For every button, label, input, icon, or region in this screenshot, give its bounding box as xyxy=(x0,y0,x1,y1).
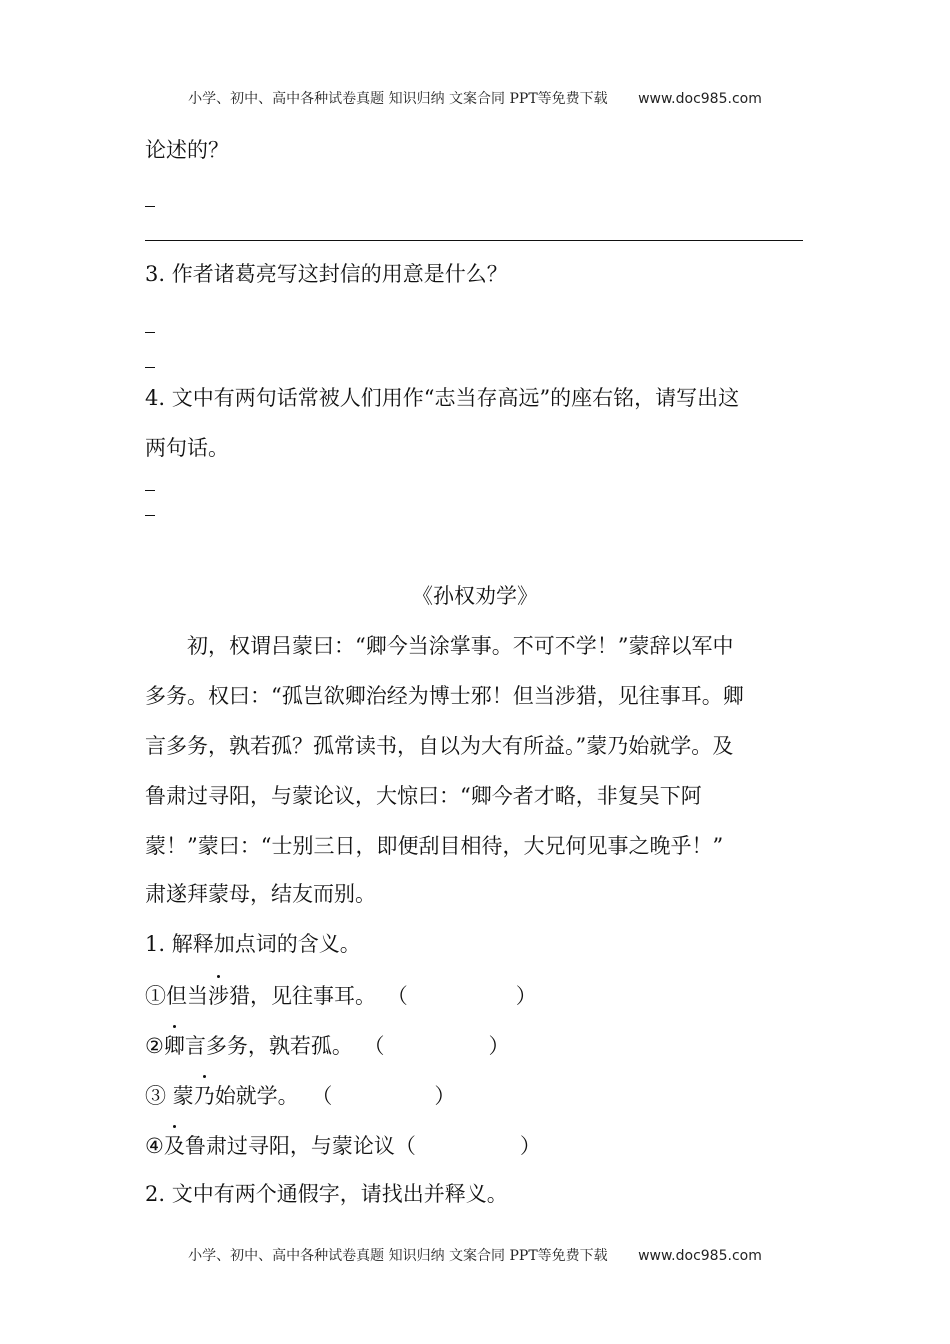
footer-text: 小学、初中、高中各种试卷真题 知识归纳 文案合同 PPT等免费下载 xyxy=(188,1248,608,1264)
page-footer xyxy=(0,1245,950,1265)
question-3: 3. 作者诸葛亮写这封信的用意是什么？ xyxy=(145,262,508,286)
answer-blank xyxy=(145,206,155,207)
item-text: 猎，见往事耳。 xyxy=(229,984,376,1008)
close-paren: ） xyxy=(515,984,537,1008)
answer-blank xyxy=(145,367,155,368)
passage-line: 多务。权曰：“孤岂欲卿治经为博士邪！但当涉猎，见往事耳。卿 xyxy=(145,684,744,708)
passage-line: 肃遂拜蒙母，结友而别。 xyxy=(145,882,376,906)
item-text: ② xyxy=(145,1034,164,1058)
answer-blank xyxy=(145,515,155,516)
close-paren: ） xyxy=(519,1134,541,1158)
close-paren: ） xyxy=(488,1034,510,1058)
passage-line: 蒙！”蒙曰：“士别三日，即便刮目相待，大兄何见事之晚乎！” xyxy=(145,834,724,858)
page-header xyxy=(0,88,950,108)
footer-site: www.doc985.com xyxy=(638,1248,762,1264)
close-paren: ） xyxy=(434,1084,456,1108)
passage-line: 初，权谓吕蒙曰：“卿今当涂掌事。不可不学！”蒙辞以军中 xyxy=(187,634,734,658)
question-continuation: 论述的？ xyxy=(145,138,229,162)
exercise-question-1: 1. 解释加点词的含义。 xyxy=(145,932,361,956)
dotted-character: 及 xyxy=(163,1134,185,1158)
dotted-character: 涉 xyxy=(208,984,229,1008)
item-text: ③ 蒙 xyxy=(145,1084,194,1108)
open-paren: （ xyxy=(394,1134,416,1158)
passage-line: 鲁肃过寻阳，与蒙论议，大惊曰：“卿今者才略，非复吴下阿 xyxy=(145,784,702,808)
dotted-character: 乃 xyxy=(193,1084,215,1108)
exercise-item-4 xyxy=(145,1132,541,1160)
item-text: 言多务，孰若孤。 xyxy=(184,1034,353,1058)
item-text: 鲁肃过寻阳，与蒙论议 xyxy=(184,1134,395,1158)
passage-line: 言多务，孰若孤？孤常读书，自以为大有所益。”蒙乃始就学。及 xyxy=(145,734,734,758)
answer-line xyxy=(145,240,803,241)
item-text: ④ xyxy=(145,1134,164,1158)
item-text: 始就学。 xyxy=(214,1084,299,1108)
exercise-question-2: 2. 文中有两个通假字，请找出并释义。 xyxy=(145,1182,508,1206)
dotted-character: 卿 xyxy=(163,1034,185,1058)
exercise-item-1 xyxy=(145,982,537,1010)
item-text: ①但当 xyxy=(145,984,208,1008)
exercise-item-2 xyxy=(145,1032,510,1060)
answer-blank xyxy=(145,332,155,333)
exercise-item-3 xyxy=(145,1082,455,1110)
question-4-line1: 4. 文中有两句话常被人们用作“志当存高远”的座右铭，请写出这 xyxy=(145,386,740,410)
question-4-line2: 两句话。 xyxy=(145,436,229,460)
passage-title: 《孙权劝学》 xyxy=(412,584,538,608)
open-paren: （ xyxy=(311,1084,333,1108)
header-site: www.doc985.com xyxy=(638,91,762,107)
header-text: 小学、初中、高中各种试卷真题 知识归纳 文案合同 PPT等免费下载 xyxy=(188,91,608,107)
answer-blank xyxy=(145,490,155,491)
open-paren: （ xyxy=(386,984,408,1008)
open-paren: （ xyxy=(363,1034,385,1058)
